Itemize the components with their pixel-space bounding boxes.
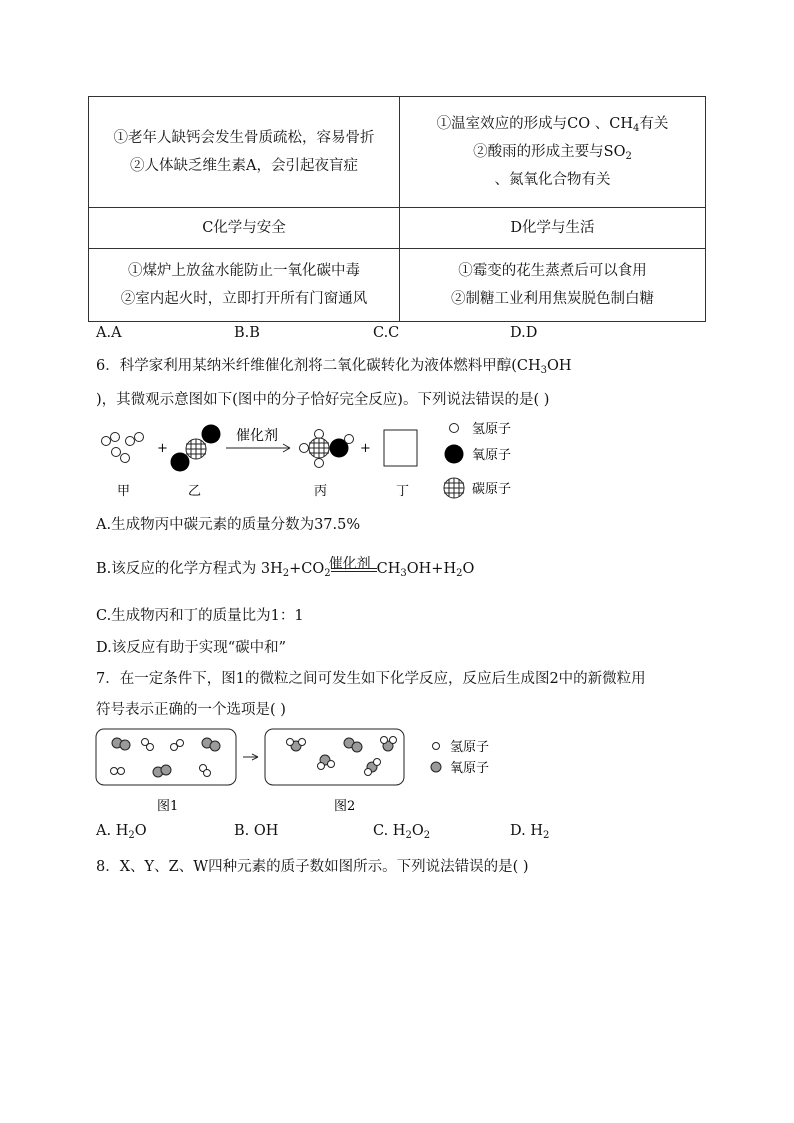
cell-d: [400, 249, 706, 322]
label-jia: 甲: [117, 484, 131, 499]
cell-b-line1: ①温室效应的形成与CO 、$CH_4$有关: [436, 115, 669, 134]
q6-option-c[interactable]: C.生成物丙和丁的质量比为1：1: [96, 608, 304, 624]
label-ding: 丁: [396, 484, 410, 499]
q6-reaction-diagram: [90, 418, 530, 500]
cell-a-line1: ①老年人缺钙会发生骨质疏松，容易骨折: [113, 129, 375, 146]
cell-c-line1: ①煤炉上放盆水能防止一氧化碳中毒: [128, 262, 360, 279]
molecule-yi: [171, 425, 221, 472]
q7-option-c[interactable]: C. $H_2O_2$: [373, 823, 431, 841]
q7-legend-hydrogen: 氢原子: [450, 740, 490, 755]
molecule-jia: [102, 433, 144, 463]
header-c: C化学与安全: [89, 208, 400, 249]
figure1-caption: 图1: [157, 799, 179, 814]
cell-a: [89, 97, 400, 208]
legend-oxygen: 氧原子: [472, 448, 512, 463]
q5-option-c[interactable]: C.C: [373, 325, 400, 341]
figure2-caption: 图2: [334, 799, 356, 814]
q7-option-d[interactable]: D. $H_2$: [510, 823, 550, 841]
q7-stem-line2: 符号表示正确的一个选项是( ): [96, 702, 286, 718]
legend-oxygen-symbol-2: [431, 762, 441, 772]
cell-d-line2: ②制糖工业利用焦炭脱色制白糖: [451, 291, 654, 307]
cell-c-line2: ②室内起火时，立即打开所有门窗通风: [120, 291, 368, 307]
plus-2: +: [360, 441, 371, 456]
q6-stem-line1: 6．科学家利用某纳米纤维催化剂将二氧化碳转化为液体燃料甲醇($CH_3OH$: [96, 358, 572, 376]
q5-option-a[interactable]: A.A: [96, 325, 122, 341]
legend-oxygen-symbol: [445, 445, 464, 464]
q7-option-a[interactable]: A. $H_2O$: [96, 823, 147, 841]
q6-option-b-catalyst: 催化剂: [328, 556, 371, 572]
figure1-box: [96, 729, 236, 785]
legend-hydrogen-symbol: [450, 424, 459, 433]
q6-option-b[interactable]: B.该反应的化学方程式为 $3H_2+CO_2$ 催化剂 $CH_3OH+H_2O$: [96, 557, 474, 578]
legend-hydrogen-symbol-2: [433, 743, 440, 750]
q7-particle-diagram: [90, 726, 510, 818]
q5-option-b[interactable]: B.B: [234, 325, 260, 341]
q7-option-b[interactable]: B. OH: [234, 823, 279, 839]
q7-legend-oxygen: 氧原子: [450, 761, 490, 776]
cell-b-line2: ②酸雨的形成主要与$SO_2$: [473, 143, 632, 162]
label-yi: 乙: [188, 484, 202, 499]
cell-c: [89, 249, 400, 322]
cell-a-line2: ②人体缺乏维生素A，会引起夜盲症: [130, 158, 358, 174]
q6-stem-line2: )，其微观示意图如下(图中的分子恰好完全反应)。下列说法错误的是( ): [96, 392, 550, 408]
cell-b-line3: 、氮氧化合物有关: [494, 172, 611, 189]
legend-carbon-symbol: [444, 478, 464, 498]
label-bing: 丙: [314, 484, 328, 499]
molecule-ding-box: [384, 430, 417, 466]
q5-table: [88, 96, 706, 322]
q8-stem: 8．X、Y、Z、W四种元素的质子数如图所示。下列说法错误的是( ): [96, 859, 529, 875]
molecule-bing: [300, 430, 354, 468]
q6-option-d[interactable]: D.该反应有助于实现“碳中和”: [96, 640, 287, 656]
catalyst-label: 催化剂: [236, 428, 278, 444]
q7-stem-line1: 7．在一定条件下，图1的微粒之间可发生如下化学反应，反应后生成图2中的新微粒用: [96, 671, 646, 687]
cell-b: [400, 97, 706, 208]
cell-d-line1: ①霉变的花生蒸煮后可以食用: [458, 262, 647, 279]
plus-1: +: [157, 441, 168, 456]
header-d: D化学与生活: [400, 208, 706, 249]
q6-option-a[interactable]: A.生成物丙中碳元素的质量分数为37.5%: [96, 517, 361, 533]
legend-hydrogen: 氢原子: [472, 422, 512, 437]
legend-carbon: 碳原子: [472, 482, 512, 497]
q5-option-d[interactable]: D.D: [510, 325, 538, 341]
